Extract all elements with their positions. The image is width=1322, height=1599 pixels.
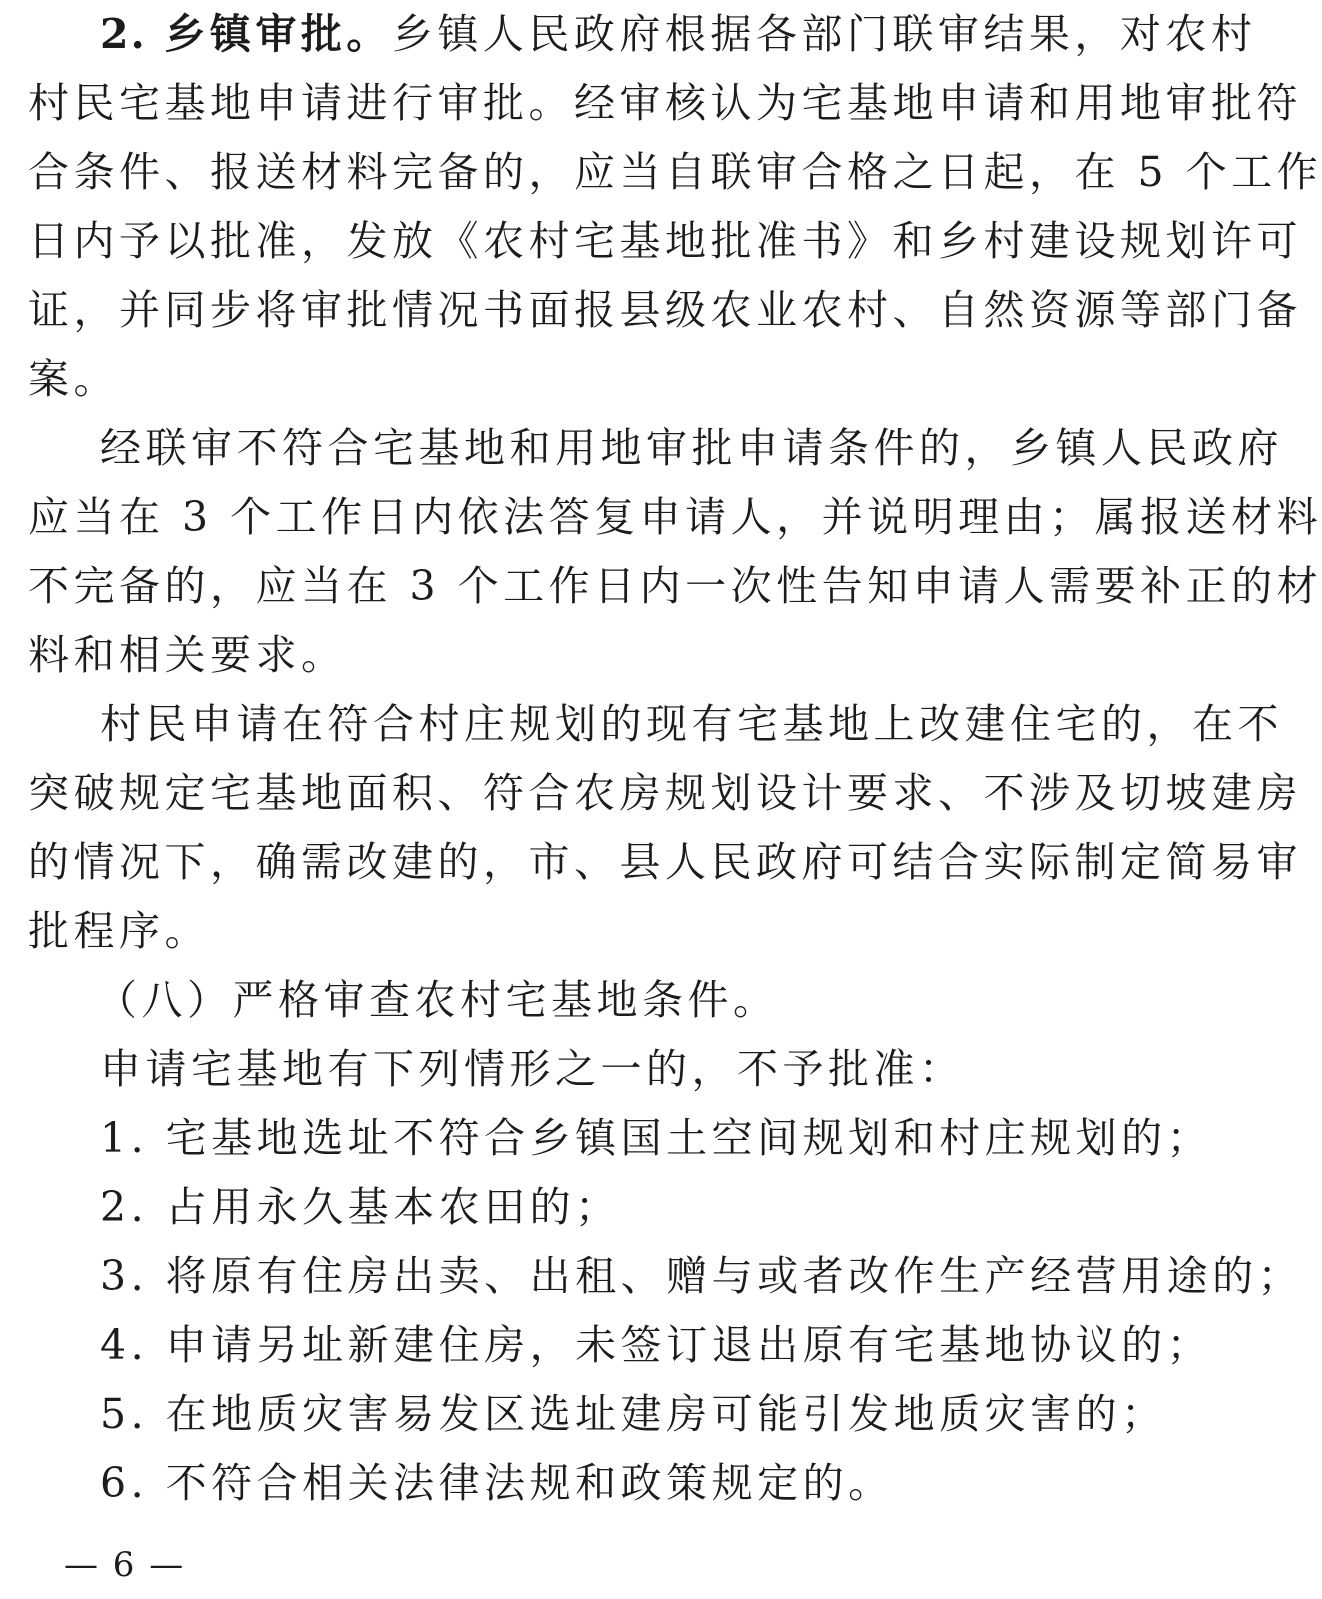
condition-item-5: 5. 在地质灾害易发区选址建房可能引发地质灾害的； xyxy=(100,1390,1167,1438)
section-2-first-line xyxy=(100,10,1257,58)
condition-item-4: 4. 申请另址新建住房，未签订退出原有宅基地协议的； xyxy=(100,1321,1213,1369)
section-8-heading: （八）严格审查农村宅基地条件。 xyxy=(96,976,779,1024)
section-2-line-5: 证，并同步将审批情况书面报县级农业农村、自然资源等部门备 xyxy=(28,286,1302,334)
reject-paragraph-line-4: 料和相关要求。 xyxy=(28,631,347,679)
section-2-line-6: 案。 xyxy=(28,355,119,403)
condition-item-6: 6. 不符合相关法律法规和政策规定的。 xyxy=(100,1459,894,1507)
rebuild-paragraph-line-1: 村民申请在符合村庄规划的现有宅基地上改建住宅的，在不 xyxy=(100,700,1283,748)
section-2-line-1-text: 乡镇人民政府根据各部门联审结果，对农村 xyxy=(391,10,1257,58)
conditions-intro: 申请宅基地有下列情形之一的，不予批准： xyxy=(100,1045,965,1093)
condition-item-2: 2. 占用永久基本农田的； xyxy=(100,1183,621,1231)
section-2-line-4: 日内予以批准，发放《农村宅基地批准书》和乡村建设规划许可 xyxy=(28,217,1302,265)
section-2-line-2: 村民宅基地申请进行审批。经审核认为宅基地申请和用地审批符 xyxy=(28,79,1302,127)
reject-paragraph-line-2: 应当在 3 个工作日内依法答复申请人，并说明理由；属报送材料 xyxy=(28,493,1322,541)
reject-paragraph-line-3: 不完备的，应当在 3 个工作日内一次性告知申请人需要补正的材 xyxy=(28,562,1322,610)
page-number: — 6 — xyxy=(64,1545,186,1585)
condition-item-1: 1. 宅基地选址不符合乡镇国土空间规划和村庄规划的； xyxy=(100,1114,1213,1162)
rebuild-paragraph-line-3: 的情况下，确需改建的，市、县人民政府可结合实际制定简易审 xyxy=(28,838,1302,886)
section-2-line-3: 合条件、报送材料完备的，应当自联审合格之日起，在 5 个工作 xyxy=(28,148,1322,196)
condition-item-3: 3. 将原有住房出卖、出租、赠与或者改作生产经营用途的； xyxy=(100,1252,1304,1300)
reject-paragraph-line-1: 经联审不符合宅基地和用地审批申请条件的，乡镇人民政府 xyxy=(100,424,1283,472)
section-2-heading: 乡镇审批。 xyxy=(164,10,392,58)
rebuild-paragraph-line-4: 批程序。 xyxy=(28,907,210,955)
rebuild-paragraph-line-2: 突破规定宅基地面积、符合农房规划设计要求、不涉及切坡建房 xyxy=(28,769,1302,817)
section-2-number: 2. xyxy=(100,10,147,58)
